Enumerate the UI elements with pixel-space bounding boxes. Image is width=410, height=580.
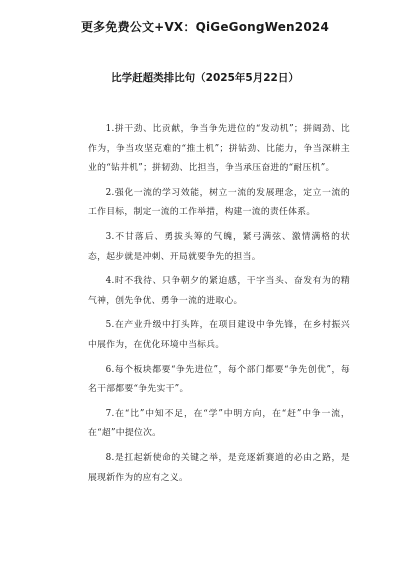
paragraph-7: 7.在“比”中知不足，在“学”中明方向，在“赶”中争一流，在“超”中提位次。 (88, 408, 350, 439)
promo-header: 更多免费公文+VX：QiGeGongWen2024 (80, 20, 329, 34)
paragraph-1: 1.拼干劲、比贡献，争当争先进位的“发动机”；拼阔劲、比作为，争当攻坚克难的“推土机”；拼钻劲、比能力，争当深耕主业的“钻井机”；拼韧劲、比担当，争当承压奋进的“耐压机”。 (88, 124, 350, 174)
document-title: 比学赶超类排比句（2025年5月22日） (111, 72, 299, 84)
paragraph-3: 3.不甘落后、勇拔头筹的气魄，紧弓满弦、激情满格的状态，起步就是冲刺、开局就要争先的担当。 (88, 231, 350, 262)
paragraph-4: 4.时不我待、只争朝夕的紧迫感，干字当头、奋发有为的精气神，创先争优、勇争一流的进取心。 (88, 276, 350, 306)
paragraph-8: 8.是扛起新使命的关键之举，是竞逐新赛道的必由之路，是展现新作为的应有之义。 (88, 452, 350, 483)
paragraph-6: 6.每个板块都要“争先进位”，每个部门都要“争先创优”，每名干部都要“争先实干”。 (88, 364, 350, 395)
document-body (88, 120, 350, 493)
paragraph-2: 2.强化一流的学习效能，树立一流的发展理念，定立一流的工作目标，制定一流的工作举措，构建一流的责任体系。 (88, 187, 350, 218)
paragraph-5: 5.在产业升级中打头阵，在项目建设中争先锋，在乡村振兴中展作为，在优化环境中当标兵。 (88, 320, 350, 350)
